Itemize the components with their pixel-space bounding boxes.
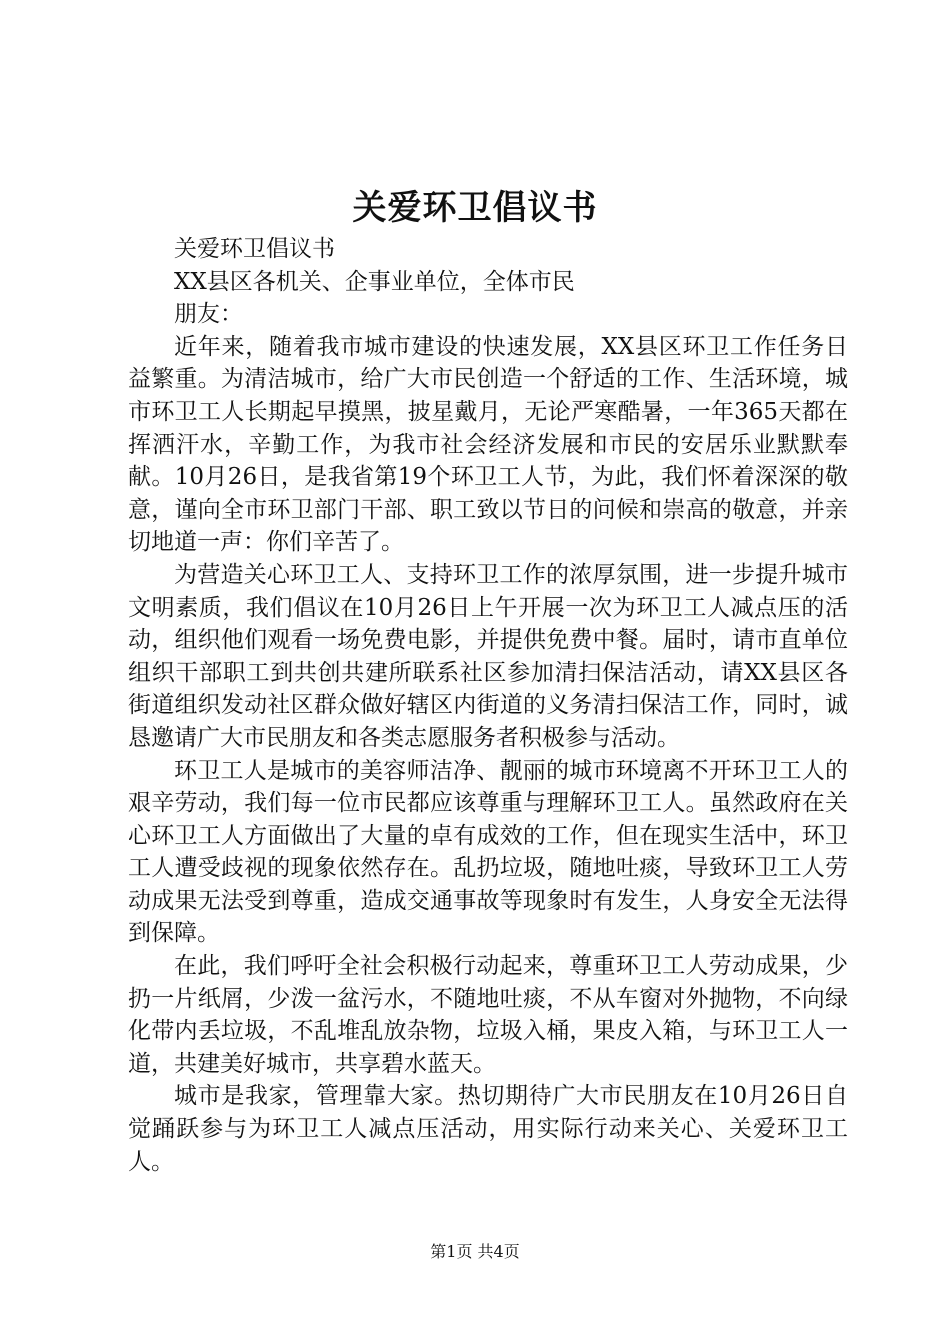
document-title: 关爱环卫倡议书 — [352, 188, 598, 228]
paragraph-3: 环卫工人是城市的美容师洁净、靓丽的城市环境离不开环卫工人的艰辛劳动，我们每一位市民都应该尊重与理解环卫工人。虽然政府在关心环卫工人方面做出了大量的卓有成效的工作，但在现实生活中，环卫工人遭受歧视的现象依然存在。乱扔垃圾，随地吐痰，导致环卫工人劳动成果无法受到尊重，造成交通事故等现象时有发生，人身安全无法得到保障。 — [128, 757, 848, 947]
paragraph-2: 为营造关心环卫工人、支持环卫工作的浓厚氛围，进一步提升城市文明素质，我们倡议在10月26日上午开展一次为环卫工人减点压的活动，组织他们观看一场免费电影，并提供免费中餐。届时，请市直单位组织干部职工到共创共建所联系社区参加清扫保洁活动，请XX县区各街道组织发动社区群众做好辖区内街道的义务清扫保洁工作，同时，诚恳邀请广大市民朋友和各类志愿服务者积极参与活动。 — [128, 561, 848, 751]
paragraph-1: 近年来，随着我市城市建设的快速发展，XX县区环卫工作任务日益繁重。为清洁城市，给广大市民创造一个舒适的工作、生活环境，城市环卫工人长期起早摸黑，披星戴月，无论严寒酷暑，一年365天都在挥洒汗水，辛勤工作，为我市社会经济发展和市民的安居乐业默默奉献。10月26日，是我省第19个环卫工人节，为此，我们怀着深深的敬意，谨向全市环卫部门干部、职工致以节日的问候和崇高的敬意，并亲切地道一声：你们辛苦了。 — [128, 333, 848, 556]
page-number-footer: 第1页 共4页 — [430, 1242, 520, 1261]
paragraph-heading: 关爱环卫倡议书 — [174, 236, 335, 262]
paragraph-5: 城市是我家，管理靠大家。热切期待广大市民朋友在10月26日自觉踊跃参与为环卫工人减点压活动，用实际行动来关心、关爱环卫工人。 — [128, 1083, 848, 1175]
paragraph-addressee: XX县区各机关、企事业单位，全体市民 — [174, 268, 575, 295]
paragraph-4: 在此，我们呼吁全社会积极行动起来，尊重环卫工人劳动成果，少扔一片纸屑，少泼一盆污水，不随地吐痰，不从车窗对外抛物，不向绿化带内丢垃圾，不乱堆乱放杂物，垃圾入桶，果皮入箱，与环卫工人一道，共建美好城市，共享碧水蓝天。 — [128, 953, 848, 1077]
document-body — [128, 233, 848, 1178]
paragraph-addressee-cont: 朋友： — [174, 301, 243, 328]
